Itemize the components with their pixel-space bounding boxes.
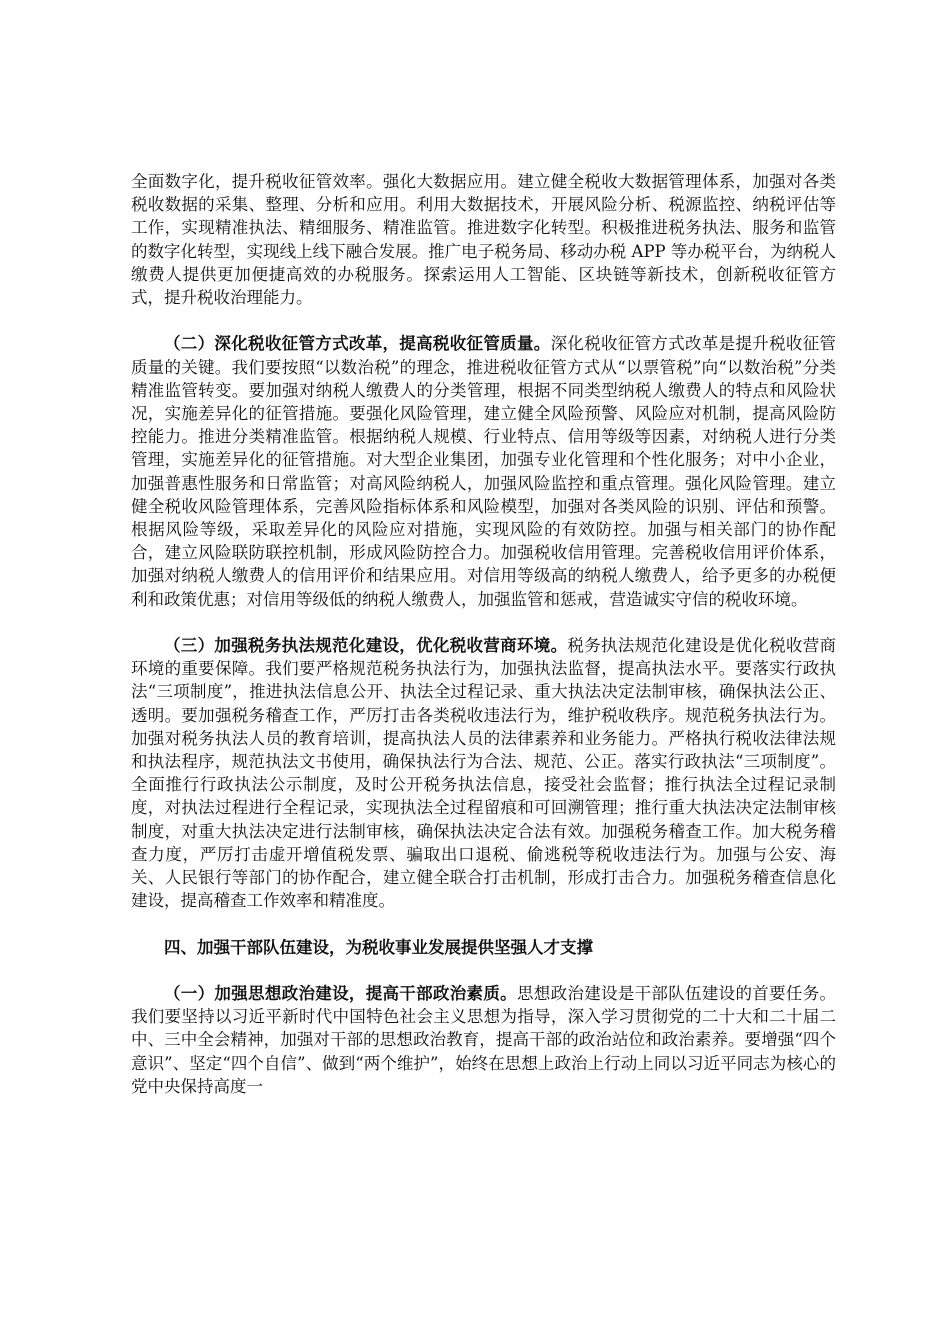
paragraph-text: 深化税收征管方式改革是提升税收征管质量的关键。我们要按照“以数治税”的理念，推进税收征管方式从“以票管税”向“以数治税”分类精准监管转变。要加强对纳税人缴费人的分类管理，根据不同类型纳税人缴费人的特点和风险状况，实施差异化的征管措施。要强化风险管理，建立健全风险预警、风险应对机制，提高风险防控能力。推进分类精准监管。根据纳税人规模、行业特点、信用等级等因素，对纳税人进行分类管理，实施差异化的征管措施。对大型企业集团，加强专业化管理和个性化服务；对中小企业，加强普惠性服务和日常监管；对高风险纳税人，加强风险监控和重点管理。强化风险管理。建立健全税收风险管理体系，完善风险指标体系和风险模型，加强对各类风险的识别、评估和预警。根据风险等级，采取差异化的风险应对措施，实现风险的有效防控。加强与相关部门的协作配合，建立风险联防联控机制，形成风险防控合力。加强税收信用管理。完善税收信用评价体系，加强对纳税人缴费人的信用评价和结果应用。对信用等级高的纳税人缴费人，给予更多的办税便利和政策优惠；对信用等级低的纳税人缴费人，加强监管和惩戒，营造诚实守信的税收环境。 — [131, 334, 837, 609]
paragraph-spacer — [131, 959, 836, 982]
document-page — [131, 170, 836, 1098]
paragraph-political-construction — [131, 982, 836, 1098]
paragraph-spacer — [131, 912, 836, 935]
paragraph-text: 思想政治建设是干部队伍建设的首要任务。我们要坚持以习近平新时代中国特色社会主义思想为指导，深入学习贯彻党的二十大和二十届二中、三中全会精神，加强对干部的思想政治教育，提高干部的政治站位和政治素养。要增强“四个意识”、坚定“四个自信”、做到“两个维护”，始终在思想上政治上行动上同以习近平同志为核心的党中央保持高度一 — [131, 984, 837, 1096]
paragraph-digitalization — [131, 170, 836, 309]
paragraph-spacer — [131, 309, 836, 332]
paragraph-lead-heading: （二）深化税收征管方式改革，提高税收征管质量。 — [164, 334, 551, 354]
paragraph-lead-heading: （三）加强税务执法规范化建设，优化税收营商环境。 — [164, 636, 568, 656]
paragraph-lead-heading: （一）加强思想政治建设，提高干部政治素质。 — [164, 984, 517, 1004]
paragraph-text: 税务执法规范化建设是优化税收营商环境的重要保障。我们要严格规范税务执法行为，加强执法监督，提高执法水平。要落实行政执法“三项制度”，推进执法信息公开、执法全过程记录、重大执法决定法制审核，确保执法公正、透明。要加强税务稽查工作，严厉打击各类税收违法行为，维护税收秩序。规范税务执法行为。加强对税务执法人员的教育培训，提高执法人员的法律素养和业务能力。严格执行税收法律法规和执法程序，规范执法文书使用，确保执法行为合法、规范、公正。落实行政执法“三项制度”。全面推行行政执法公示制度，及时公开税务执法信息，接受社会监督；推行执法全过程记录制度，对执法过程进行全程记录，实现执法全过程留痕和可回溯管理；推行重大执法决定法制审核制度，对重大执法决定进行法制审核，确保执法决定合法有效。加强税务稽查工作。加大税务稽查力度，严厉打击虚开增值税发票、骗取出口退税、偷逃税等税收违法行为。加强与公安、海关、人民银行等部门的协作配合，建立健全联合打击机制，形成打击合力。加强税务稽查信息化建设，提高稽查工作效率和精准度。 — [131, 636, 837, 911]
paragraph-enforcement-standardization — [131, 634, 836, 912]
paragraph-spacer — [131, 611, 836, 634]
section-heading-four: 四、加强干部队伍建设，为税收事业发展提供坚强人才支撑 — [164, 937, 593, 957]
paragraph-collection-reform — [131, 332, 836, 610]
paragraph-text: 全面数字化，提升税收征管效率。强化大数据应用。建立健全税收大数据管理体系，加强对各类税收数据的采集、整理、分析和应用。利用大数据技术，开展风险分析、税源监控、纳税评估等工作，实现精准执法、精细服务、精准监管。推进数字化转型。积极推进税务执法、服务和监管的数字化转型，实现线上线下融合发展。推广电子税务局、移动办税 APP 等办税平台，为纳税人缴费人提供更加便捷高效的办税服务。探索运用人工智能、区块链等新技术，创新税收征管方式，提升税收治理能力。 — [131, 172, 836, 308]
